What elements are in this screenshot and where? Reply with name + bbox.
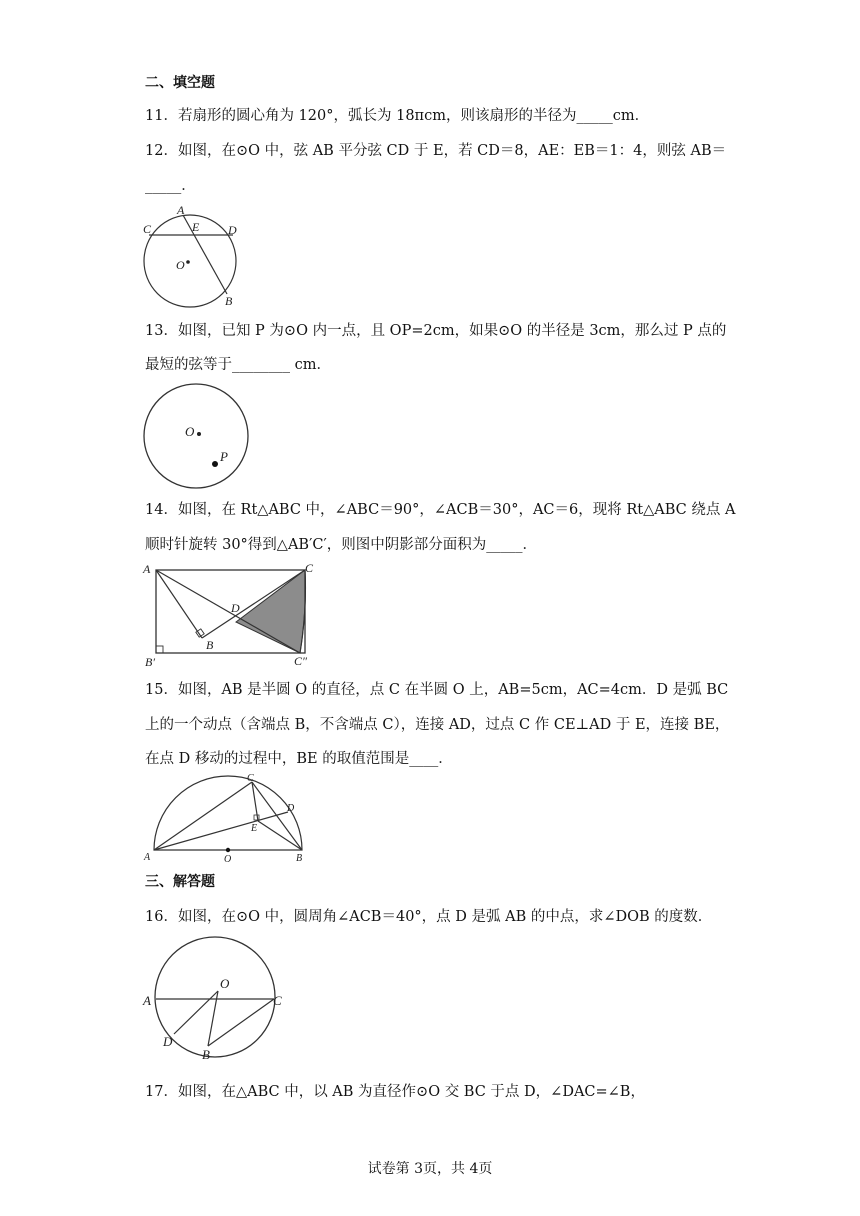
question-14-line1: 14．如图，在 Rt△ABC 中，∠ABC＝90°，∠ACB＝30°，AC＝6，现将 Rt△ABC 绕点 A	[145, 502, 736, 518]
label-c: C	[143, 222, 152, 236]
segment-ac	[154, 782, 252, 850]
label-p: P	[220, 449, 228, 464]
center-dot	[186, 260, 190, 264]
question-15-line2: 上的一个动点（含端点 B，不含端点 C），连接 AD，过点 C 作 CE⊥AD 于 E，连接 BE，	[145, 717, 730, 733]
figure-q13-circle	[140, 380, 250, 492]
semicircle	[154, 776, 302, 850]
label-e: E	[192, 220, 200, 234]
label-c-prime: C″	[294, 654, 308, 668]
question-11: 11．若扇形的圆心角为 120°，弧长为 18πcm，则该扇形的半径为_____cm．	[145, 108, 650, 124]
question-13-line2: 最短的弦等于________ cm．	[145, 357, 331, 373]
label-b-prime: B′	[145, 655, 155, 669]
segment-ab	[156, 570, 202, 638]
label-b: B	[225, 294, 233, 308]
question-12-line2: _____．	[145, 178, 196, 194]
label-a: A	[144, 852, 151, 863]
segment-bc	[208, 999, 274, 1046]
label-b: B	[206, 638, 214, 652]
label-c: C	[305, 561, 314, 575]
label-o: O	[220, 976, 230, 991]
label-c: C	[247, 773, 254, 784]
question-16: 16．如图，在⊙O 中，圆周角∠ACB＝40°，点 D 是弧 AB 的中点，求∠DOB 的度数．	[145, 909, 713, 925]
question-17: 17．如图，在△ABC 中，以 AB 为直径作⊙O 交 BC 于点 D，∠DAC=∠B，	[145, 1084, 645, 1100]
right-angle-b-prime	[156, 646, 163, 653]
page-footer: 试卷第 3页，共 4页	[367, 1161, 493, 1177]
center-o	[226, 848, 230, 852]
circle-o	[155, 937, 275, 1057]
label-a: A	[177, 205, 185, 217]
label-o: O	[224, 854, 232, 865]
label-d: D	[287, 803, 295, 814]
label-b: B	[296, 853, 303, 864]
question-13-line1: 13．如图，已知 P 为⊙O 内一点，且 OP=2cm，如果⊙O 的半径是 3cm，那么过 P 点的	[145, 323, 727, 339]
figure-q16-circle	[140, 933, 290, 1061]
circle-o	[144, 384, 248, 488]
point-p	[212, 461, 218, 467]
figure-q14-rotation	[140, 560, 320, 670]
label-o: O	[185, 424, 195, 439]
section-heading-fill-blank: 二、填空题	[145, 75, 215, 91]
label-e: E	[251, 823, 258, 834]
question-12-line1: 12．如图，在⊙O 中，弦 AB 平分弦 CD 于 E，若 CD＝8，AE：EB＝1：4，则弦 AB＝	[145, 143, 727, 159]
label-c: C	[273, 993, 282, 1008]
figure-q15-semicircle	[140, 770, 320, 865]
segment-ad	[154, 812, 288, 850]
question-15-line3: 在点 D 移动的过程中，BE 的取值范围是____．	[145, 751, 453, 767]
label-a: A	[143, 562, 151, 576]
question-15-line1: 15．如图，AB 是半圆 O 的直径，点 C 在半圆 O 上，AB=5cm，AC=4cm．D 是弧 BC	[145, 682, 729, 698]
label-b: B	[202, 1047, 210, 1061]
question-14-line2: 顺时针旋转 30°得到△AB′C′，则图中阴影部分面积为_____．	[145, 537, 538, 553]
label-d: D	[231, 601, 240, 615]
segment-be	[258, 821, 302, 850]
label-d: D	[228, 223, 237, 237]
shaded-region	[236, 570, 305, 653]
label-a: A	[143, 993, 151, 1008]
point-o	[197, 432, 201, 436]
label-o: O	[176, 258, 185, 272]
figure-q12-circle	[140, 205, 240, 310]
section-heading-solve: 三、解答题	[145, 874, 215, 890]
label-d: D	[163, 1034, 173, 1049]
